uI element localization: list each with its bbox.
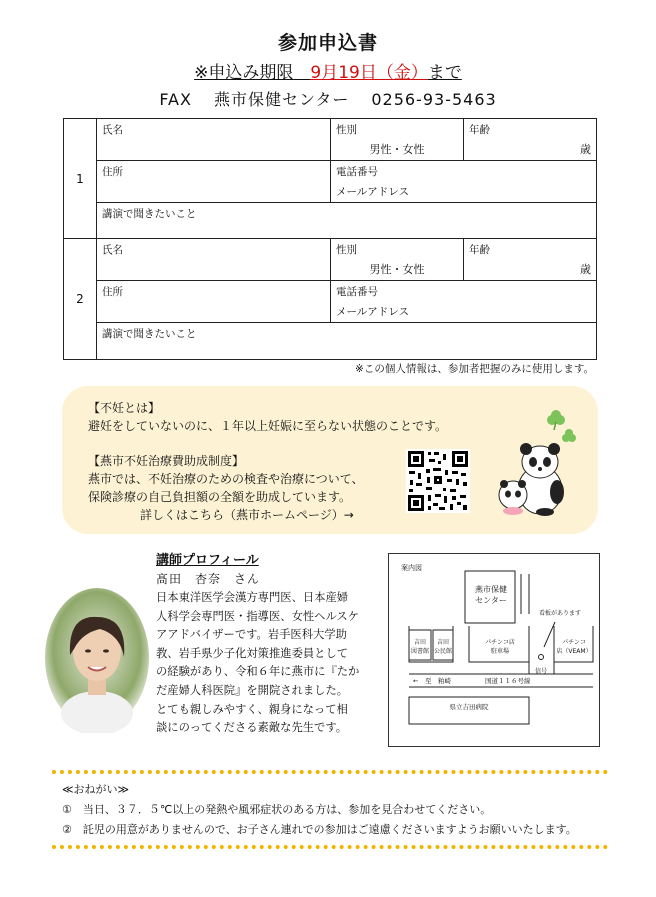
sex-field[interactable] — [331, 119, 464, 161]
bio-line: だ産婦人科医院』を開院されました。 — [156, 683, 349, 697]
homepage-link[interactable]: 詳しくはこちら（燕市ホームページ）→ — [140, 508, 354, 522]
email-label: メールアドレス — [336, 306, 409, 318]
panda-illustration — [495, 440, 565, 516]
question-label: 講演で聞きたいこと — [102, 328, 197, 340]
age-unit: 歳 — [580, 263, 591, 276]
map-route-left: ← 至 粕崎 — [413, 677, 451, 685]
access-map — [388, 553, 600, 747]
address-field[interactable] — [97, 161, 331, 203]
map-library: 吉田 図書館 — [410, 639, 429, 655]
name-label: 氏名 — [102, 244, 123, 256]
question-label: 講演で聞きたいこと — [102, 208, 197, 220]
bio-line: とても親しみやすく、親身になって相 — [156, 702, 348, 716]
bio-line: 談にのってくださる素敵な先生です。 — [156, 721, 348, 735]
address-label: 住所 — [102, 166, 123, 178]
deadline-prefix: ※申込み期限 — [194, 63, 294, 83]
map-hospital: 県立吉田病院 — [449, 703, 489, 711]
address-field[interactable] — [97, 281, 331, 323]
lecturer-title: 講師プロフィール — [156, 553, 259, 568]
map-health-center: 燕市保健 センター — [475, 585, 507, 605]
deadline-date: 9月19日（金） — [310, 63, 428, 83]
deadline-suffix: まで — [427, 63, 462, 83]
bio-line: 人科学会専門医・指導医、女性ヘルスケ — [156, 609, 360, 623]
map-route: 国道１１６号線 — [485, 677, 531, 685]
lecturer-bio — [156, 589, 378, 738]
info-text-infertility: 避妊をしていないのに、１年以上妊娠に至らない状態のことです。 — [88, 419, 448, 433]
map-title: 案内図 — [401, 564, 422, 572]
divider-top — [52, 770, 608, 774]
phone-label: 電話番号 — [336, 286, 378, 298]
deadline — [0, 58, 656, 83]
sex-label: 性別 — [336, 124, 357, 136]
sex-options: 男性・女性 — [369, 143, 425, 156]
note-item: ① 当日、３７．５℃以上の発熱や風邪症状のある方は、参加を見合わせてください。 — [62, 803, 492, 816]
lecturer-photo — [42, 583, 152, 733]
map-sign: 看板があります — [539, 610, 582, 617]
map-signal: 信号 — [535, 668, 548, 675]
sex-field[interactable] — [331, 239, 464, 281]
question-field[interactable] — [97, 323, 597, 360]
info-text-subsidy-2: 保険診療の自己負担額の全額を助成しています。 — [88, 490, 352, 504]
page-title: 参加申込書 — [277, 32, 378, 54]
fax-label: FAX — [159, 90, 192, 109]
row-number: 2 — [64, 239, 97, 360]
info-heading-subsidy: 【燕市不妊治療費助成制度】 — [88, 454, 245, 468]
bio-line: 教、岩手県少子化対策推進委員として — [156, 646, 349, 660]
age-unit: 歳 — [580, 143, 591, 156]
name-label: 氏名 — [102, 124, 123, 136]
map-pachinko-parking: パチンコ店 駐車場 — [485, 639, 515, 655]
bio-line: の経験があり、令和６年に燕市に『たか — [156, 665, 360, 679]
application-form — [63, 118, 597, 360]
bio-line: 日本東洋医学会漢方専門医、日本産婦 — [156, 591, 349, 604]
info-text-subsidy-1: 燕市では、不妊治療のための検査や治療について、 — [88, 472, 364, 486]
fax-number: 0256-93-5463 — [371, 90, 497, 109]
phone-label: 電話番号 — [336, 166, 378, 178]
sex-options: 男性・女性 — [369, 263, 425, 276]
fax-line — [0, 87, 656, 110]
age-field[interactable] — [464, 119, 597, 161]
age-label: 年齢 — [469, 244, 490, 256]
age-label: 年齢 — [469, 124, 490, 136]
note-item: ② 託児の用意がありませんので、お子さん連れでの参加はご遠慮くださいますようお願いいたします。 — [62, 823, 577, 836]
map-community-hall: 吉田 公民館 — [433, 639, 452, 655]
divider-bottom — [52, 845, 608, 849]
info-heading-infertility: 【不妊とは】 — [88, 401, 161, 415]
age-field[interactable] — [464, 239, 597, 281]
question-field[interactable] — [97, 203, 597, 239]
name-field[interactable] — [97, 119, 331, 161]
contact-field[interactable] — [331, 161, 597, 203]
contact-field[interactable] — [331, 281, 597, 323]
address-label: 住所 — [102, 286, 123, 298]
lecturer-name: 髙田 杏奈 さん — [156, 572, 261, 586]
qr-code[interactable] — [406, 449, 470, 513]
row-number: 1 — [64, 119, 97, 239]
notes-title: ≪おねがい≫ — [62, 783, 130, 796]
name-field[interactable] — [97, 239, 331, 281]
fax-org: 燕市保健センター — [213, 90, 350, 109]
email-label: メールアドレス — [336, 186, 409, 198]
privacy-note: ※この個人情報は、参加者把握のみに使用します。 — [355, 363, 594, 375]
sex-label: 性別 — [336, 244, 357, 256]
bio-line: アアドバイザーです。岩手医科大学助 — [156, 628, 347, 642]
map-pachinko-shop: パチンコ 店（VEAM） — [556, 639, 592, 655]
